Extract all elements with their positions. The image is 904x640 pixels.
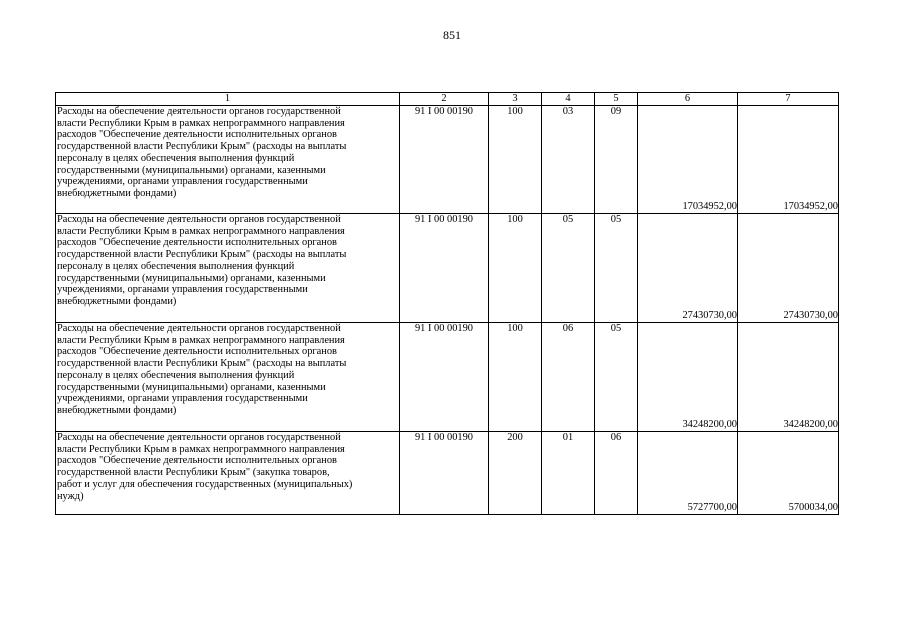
- section-code: 05: [542, 214, 595, 323]
- amount-second: 27430730,00: [738, 214, 839, 323]
- subsection-code: 05: [595, 214, 638, 323]
- amount-second: 17034952,00: [738, 106, 839, 214]
- target-code: 91 I 00 00190: [400, 323, 489, 432]
- target-code: 91 I 00 00190: [400, 106, 489, 214]
- section-code: 06: [542, 323, 595, 432]
- target-code: 91 I 00 00190: [400, 214, 489, 323]
- expense-description: Расходы на обеспечение деятельности органов государственной власти Республики Крым в рамках непрограммного направления расходов "Обеспечение деятельности исполнительных органов государственной власти Республики Крым" (расходы на выплаты персоналу в целях обеспечения выполнения функций государственными (муниципальными) органами, казенными учреждениями, органами управления государственными внебюджетными фондами): [56, 323, 400, 432]
- amount-second: 5700034,00: [738, 432, 839, 515]
- expense-type: 100: [489, 214, 542, 323]
- section-code: 03: [542, 106, 595, 214]
- budget-table: [55, 92, 839, 515]
- expense-description: Расходы на обеспечение деятельности органов государственной власти Республики Крым в рамках непрограммного направления расходов "Обеспечение деятельности исполнительных органов государственной власти Республики Крым" (расходы на выплаты персоналу в целях обеспечения выполнения функций государственными (муниципальными) органами, казенными учреждениями, органами управления государственными внебюджетными фондами): [56, 214, 400, 323]
- table-row: [56, 323, 839, 432]
- amount-second: 34248200,00: [738, 323, 839, 432]
- section-code: 01: [542, 432, 595, 515]
- column-header: 7: [738, 93, 839, 106]
- column-header: 6: [638, 93, 738, 106]
- table-row: [56, 214, 839, 323]
- table-header-row: [56, 93, 839, 106]
- table-row: [56, 106, 839, 214]
- amount-first: 5727700,00: [638, 432, 738, 515]
- table-row: [56, 432, 839, 515]
- column-header: 4: [542, 93, 595, 106]
- column-header: 2: [400, 93, 489, 106]
- expense-type: 100: [489, 106, 542, 214]
- amount-first: 27430730,00: [638, 214, 738, 323]
- target-code: 91 I 00 00190: [400, 432, 489, 515]
- subsection-code: 09: [595, 106, 638, 214]
- expense-type: 200: [489, 432, 542, 515]
- subsection-code: 06: [595, 432, 638, 515]
- column-header: 3: [489, 93, 542, 106]
- amount-first: 34248200,00: [638, 323, 738, 432]
- column-header: 1: [56, 93, 400, 106]
- amount-first: 17034952,00: [638, 106, 738, 214]
- page-number: 851: [443, 28, 461, 42]
- expense-description: Расходы на обеспечение деятельности органов государственной власти Республики Крым в рамках непрограммного направления расходов "Обеспечение деятельности исполнительных органов государственной власти Республики Крым" (расходы на выплаты персоналу в целях обеспечения выполнения функций государственными (муниципальными) органами, казенными учреждениями, органами управления государственными внебюджетными фондами): [56, 106, 400, 214]
- expense-type: 100: [489, 323, 542, 432]
- subsection-code: 05: [595, 323, 638, 432]
- column-header: 5: [595, 93, 638, 106]
- expense-description: Расходы на обеспечение деятельности органов государственной власти Республики Крым в рамках непрограммного направления расходов "Обеспечение деятельности исполнительных органов государственной власти Республики Крым" (закупка товаров, работ и услуг для обеспечения государственных (муниципальных) нужд): [56, 432, 400, 515]
